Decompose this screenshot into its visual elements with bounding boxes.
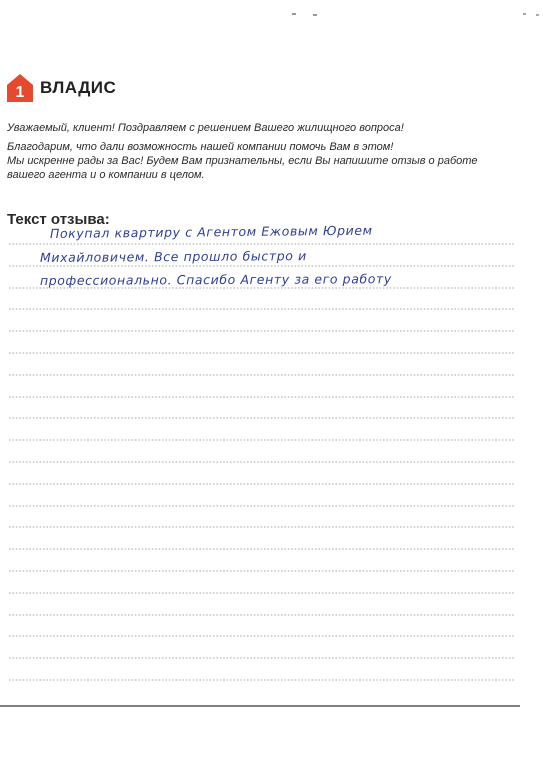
review-title: Текст отзыва:	[7, 211, 110, 228]
intro-greeting: Уважаемый, клиент! Поздравляем с решением Вашего жилищного вопроса!	[7, 122, 404, 134]
handwritten-line-1: Покупал квартиру с Агентом Ежовым Юрием	[49, 222, 373, 241]
logo-digit: 1	[15, 84, 25, 101]
company-name: ВЛАДИС	[40, 78, 117, 97]
intro-thanks: Благодарим, что дали возможность нашей компании помочь Вам в этом!	[7, 141, 394, 153]
handwritten-line-3: профессионально. Спасибо Агенту за его работу	[39, 271, 392, 288]
handwritten-line-2: Михайловичем. Все прошло быстро и	[39, 248, 307, 265]
intro-request: Мы искренне рады за Вас! Будем Вам признательны, если Вы напишите отзыв о работе	[7, 155, 478, 167]
intro-request-continued: вашего агента и о компании в целом.	[7, 169, 205, 181]
